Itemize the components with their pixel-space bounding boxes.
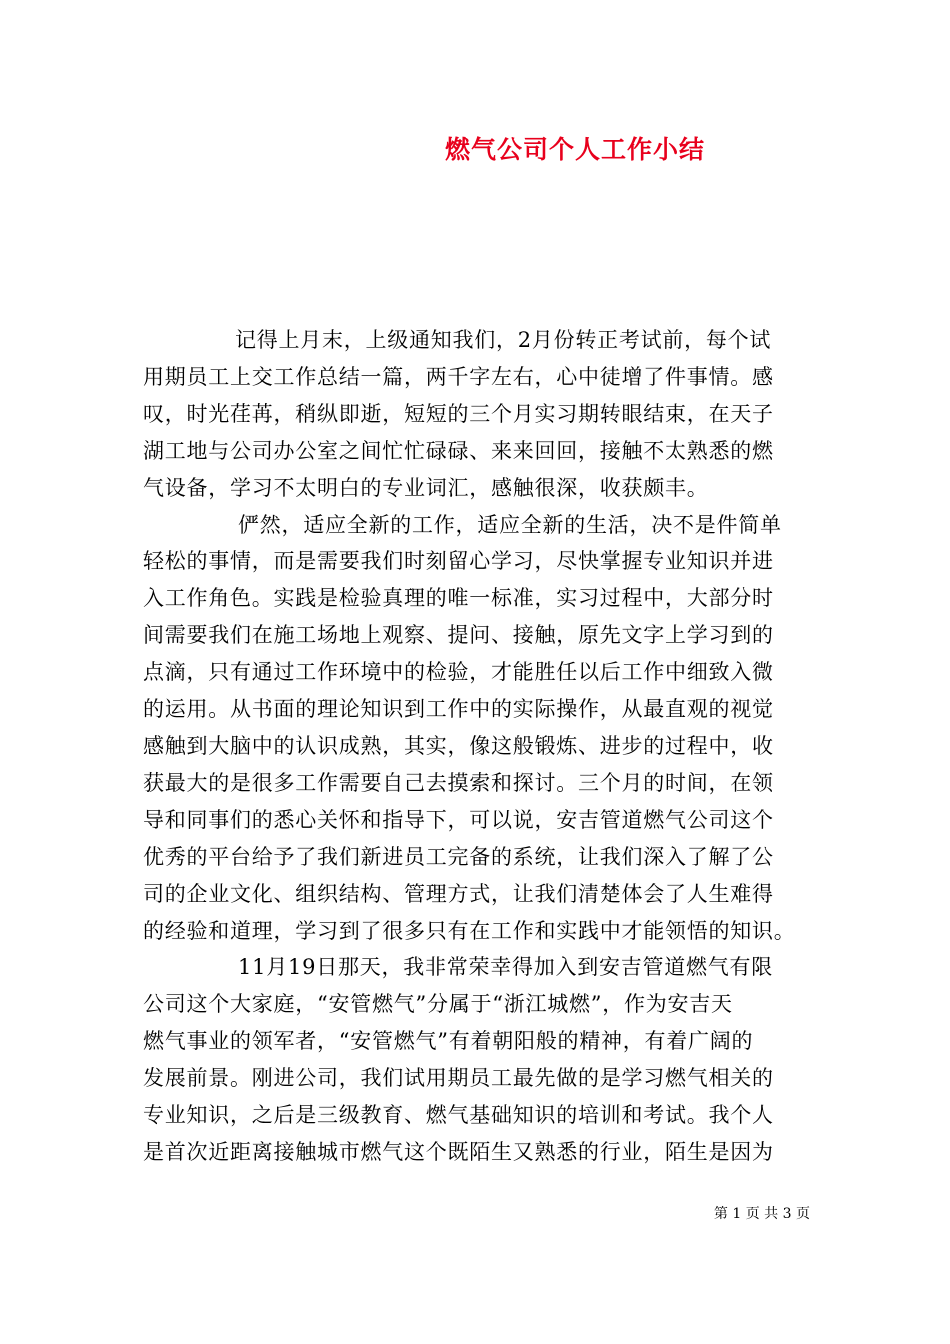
paragraph-line: 专业知识，之后是三级教育、燃气基础知识的培训和考试。我个人	[143, 1103, 774, 1128]
page-title: 燃气公司个人工作小结	[444, 135, 705, 164]
paragraph-line: 司的企业文化、组织结构、管理方式，让我们清楚体会了人生难得	[143, 881, 774, 906]
paragraph-line: 间需要我们在施工场地上观察、提问、接触，原先文字上学习到的	[143, 623, 774, 648]
paragraph-line: 轻松的事情，而是需要我们时刻留心学习，尽快掌握专业知识并进	[143, 549, 774, 574]
paragraph-line: 优秀的平台给予了我们新进员工完备的系统，让我们深入了解了公	[143, 844, 774, 869]
paragraph-line: 公司这个大家庭，“安管燃气”分属于“浙江城燃”，作为安吉天	[143, 992, 733, 1017]
paragraph-line: 用期员工上交工作总结一篇，两千字左右，心中徒增了件事情。感	[143, 364, 774, 389]
paragraph-line: 记得上月末，上级通知我们，2月份转正考试前，每个试	[235, 328, 772, 352]
paragraph-line: 是首次近距离接触城市燃气这个既陌生又熟悉的行业，陌生是因为	[143, 1139, 774, 1164]
paragraph-line: 感触到大脑中的认识成熟，其实，像这般锻炼、进步的过程中，收	[143, 733, 774, 758]
page-number: 第 1 页 共 3 页	[713, 1206, 810, 1222]
paragraph-line: 发展前景。刚进公司，我们试用期员工最先做的是学习燃气相关的	[143, 1066, 774, 1091]
paragraph-line: 的经验和道理，学习到了很多只有在工作和实践中才能领悟的知识。	[143, 918, 796, 943]
document-body	[143, 322, 809, 1171]
paragraph-line: 导和同事们的悉心关怀和指导下，可以说，安吉管道燃气公司这个	[143, 807, 774, 832]
paragraph-line: 气设备，学习不太明白的专业词汇，感触很深，收获颇丰。	[143, 475, 709, 500]
paragraph-line: 点滴，只有通过工作环境中的检验，才能胜任以后工作中细致入微	[143, 660, 774, 685]
paragraph-line: 11月19日那天，我非常荣幸得加入到安吉管道燃气有限	[238, 955, 773, 980]
paragraph-line: 俨然，适应全新的工作，适应全新的生活，决不是件简单	[238, 512, 782, 537]
paragraph-line: 叹，时光荏苒，稍纵即逝，短短的三个月实习期转眼结束，在天子	[143, 401, 774, 426]
paragraph-line: 获最大的是很多工作需要自己去摸索和探讨。三个月的时间，在领	[143, 770, 774, 795]
paragraph-line: 燃气事业的领军者，“安管燃气”有着朝阳般的精神，有着广阔的	[143, 1029, 754, 1054]
paragraph-line: 的运用。从书面的理论知识到工作中的实际操作，从最直观的视觉	[143, 697, 774, 722]
paragraph-line: 湖工地与公司办公室之间忙忙碌碌、来来回回，接触不太熟悉的燃	[143, 438, 774, 463]
paragraph-line: 入工作角色。实践是检验真理的唯一标准，实习过程中，大部分时	[143, 586, 774, 611]
